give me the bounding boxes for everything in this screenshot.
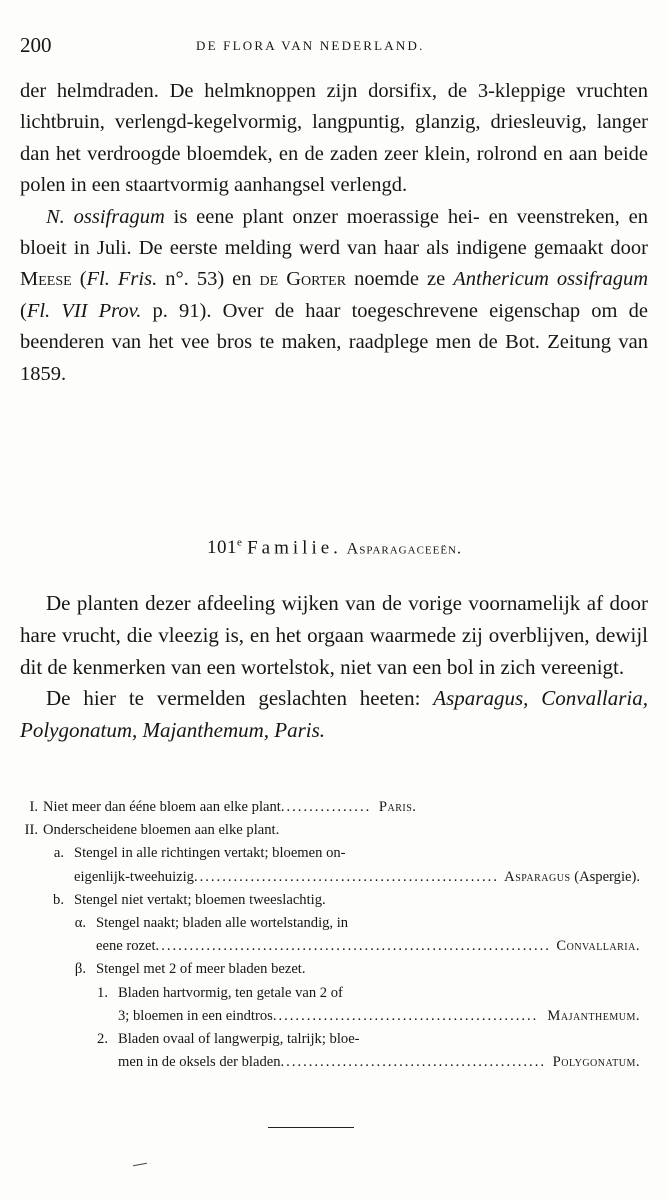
family-number <box>207 537 242 558</box>
text-run: De hier te vermelden geslachten heeten: <box>46 686 434 711</box>
author-gorter: de Gorter <box>259 268 347 291</box>
running-title: DE FLORA VAN NEDERLAND. <box>196 38 425 53</box>
key-text: Stengel in alle richtingen vertakt; bloemen on- <box>74 845 346 862</box>
key-row <box>20 958 640 981</box>
genera-list: Asparagus, Convallaria, Polygonatum, Majanthemum, Paris. <box>20 686 648 743</box>
key-result-group <box>496 866 640 889</box>
key-text: Niet meer dan ééne bloem aan elke plant <box>43 799 281 815</box>
text-run: ( <box>71 268 87 291</box>
key-row <box>20 842 640 865</box>
paragraph-ossifragum <box>20 202 648 390</box>
key-text: Stengel niet vertakt; bloemen tweeslachtig. <box>74 891 326 908</box>
species-name: N. ossifragum <box>46 205 165 228</box>
key-row <box>20 819 640 842</box>
end-rule <box>268 1127 354 1128</box>
key-mark: 1. <box>97 984 108 1001</box>
text-run: noemde ze <box>346 268 454 291</box>
key-row <box>20 1028 640 1051</box>
paragraph-genera <box>20 683 648 747</box>
key-row <box>20 912 640 935</box>
reference-fl-vii-prov: Fl. VII Prov. <box>26 299 142 322</box>
paragraph-helmdraden: der helmdraden. De helmknoppen zijn dorsifix, de 3-kleppige vruchten lichtbruin, verlengd-kegelvormig, langpuntig, glanzig, driesleuvig, langer dan het verdroogde bloemdek, en de zaden zeer klein, rolrond en aan beide polen in een staartvormig aanhangsel verlengd. <box>20 80 648 197</box>
top-text <box>20 76 648 390</box>
key-row <box>20 889 640 912</box>
text-run: ( <box>20 299 27 322</box>
key-result: Convallaria. <box>556 938 640 955</box>
reference-fl-fris: Fl. Fris. <box>86 268 158 291</box>
key-mark: I. <box>29 799 38 815</box>
family-heading <box>0 537 669 559</box>
family-word: Familie. <box>247 537 342 559</box>
leader-dots <box>156 935 549 958</box>
key-result: Polygonatum. <box>552 1054 640 1071</box>
leader-dots <box>273 1005 540 1028</box>
key-text: Stengel met 2 of meer bladen bezet. <box>96 961 306 978</box>
key-result: Majanthemum. <box>547 1007 640 1024</box>
key-result-extra: (Aspergie). <box>574 868 640 885</box>
determination-key <box>20 796 640 1074</box>
key-mark: b. <box>53 891 64 908</box>
key-mark: β. <box>74 961 86 978</box>
key-text: Bladen ovaal of langwerpig, talrijk; bloe- <box>118 1031 360 1048</box>
leader-dots <box>194 866 496 889</box>
key-text: Bladen hartvormig, ten getale van 2 of <box>118 984 343 1001</box>
key-text: Stengel naakt; bladen alle wortelstandig, in <box>96 915 349 932</box>
key-result: Paris. <box>378 799 417 815</box>
key-row <box>20 1005 640 1028</box>
key-mark: II. <box>24 822 38 839</box>
author-meese: Meese <box>20 268 72 291</box>
key-row <box>20 1051 640 1074</box>
key-row <box>20 935 640 958</box>
page-number: 200 <box>20 33 52 57</box>
key-text: Onderscheidene bloemen aan elke plant. <box>43 822 280 839</box>
key-result: Asparagus <box>504 868 571 885</box>
key-text: men in de oksels der bladen <box>118 1054 281 1071</box>
family-description <box>20 588 648 747</box>
family-number-suffix: e <box>236 537 243 549</box>
family-number-value: 101 <box>206 537 237 559</box>
text-run: n°. 53) en <box>157 268 260 291</box>
text-run: p. 91). Over de haar toegeschrevene eigenschap om de beenderen van het vee bros te maken, raadplege men de Bot. Zeitung van 1859. <box>20 299 648 385</box>
key-row <box>20 796 640 819</box>
key-text: eigenlijk-tweehuizig <box>74 868 194 885</box>
text-run: is eene plant onzer moerassige hei- en veenstreken, en bloeit in Juli. De eerste melding werd van haar als indigene gemaakt door <box>20 205 648 260</box>
key-mark: 2. <box>97 1031 108 1048</box>
paragraph-family-intro: De planten dezer afdeeling wijken van de vorige voornamelijk af door hare vrucht, die vleezig is, en het orgaan waarmede zij overblijven, dewijl dit de kenmerken van een wortelstok, niet van een bol in zich vereenigt. <box>20 591 648 679</box>
key-text: 3; bloemen in een eindtros <box>118 1007 273 1024</box>
key-row <box>20 982 640 1005</box>
leader-dots <box>281 796 371 819</box>
running-head <box>20 33 650 59</box>
key-mark: a. <box>53 845 64 862</box>
synonym-anthericum: Anthericum ossifragum <box>453 268 649 291</box>
key-text: eene rozet <box>96 938 156 955</box>
family-name: Asparagaceeën. <box>346 540 463 558</box>
key-row <box>20 866 640 889</box>
page-mark <box>133 1163 147 1166</box>
key-mark: α. <box>74 915 86 932</box>
leader-dots <box>281 1051 545 1074</box>
